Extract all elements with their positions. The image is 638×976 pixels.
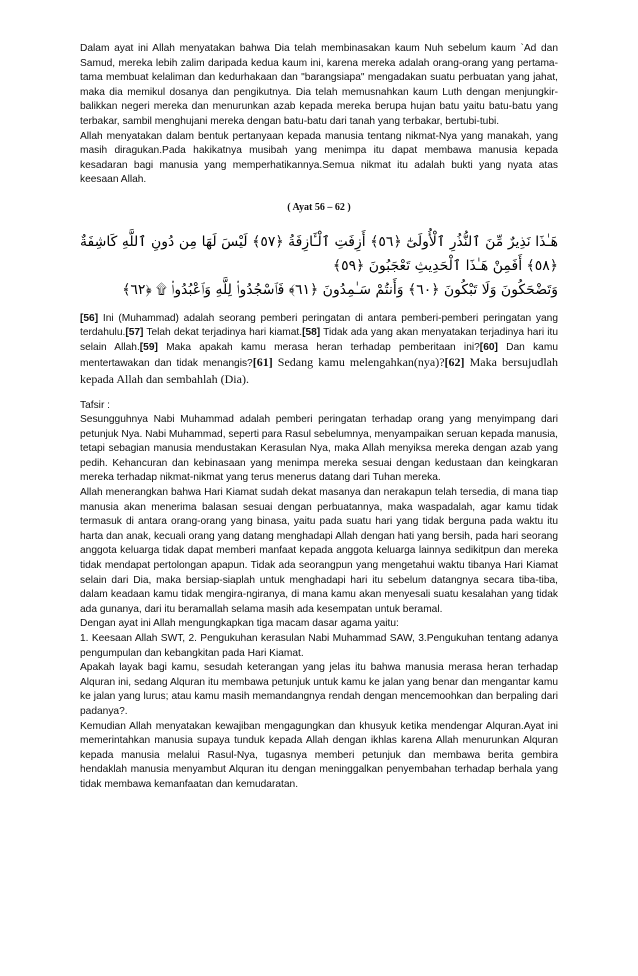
verse-text-56: Ini (Muhammad) adalah seorang pemberi peringatan di antara pemberi-pemberi peringatan yang terdahulu. — [80, 312, 558, 339]
verse-number-61: [61] — [252, 355, 273, 370]
verse-text-60: Dan kamu mentertawakan dan tidak menangis? — [80, 341, 558, 370]
tafsir-paragraph-2: Allah menerangkan bahwa Hari Kiamat sudah dekat masanya dan nerakapun telah tersedia, di mana tiap manusia akan menerima balasan sesuai dengan perbuatannya, maka waspadalah, agar kamu tidak termasuk di antara orang-orang yang binasa, yaitu pada suatu hari yang tidak berguna pada waktu itu harta dan anak, kecuali orang yang datang menghadapi Allah dengan hati yang bersih, pada hari seorang anggota keluarga tidak dapat memberi manfaat kepada anggota keluarga lainnya sedikitpun dan mereka tidak mendapat pertolongan apapun. Tidak ada seorangpun yang mengetahui waktu tibanya Hari Kiamat selain dari Dia, maka bersiap-siaplah untuk menghadapi hari itu sebelum datangnya secara tiba-tiba, dalam keadaan kamu tidak mengira-ngiranya, di mana kamu akan menyesali suatu kesalahan yang tidak ada gunanya, dari itu beramallah selama masih ada kesempatan untuk beramal. — [80, 487, 558, 615]
translation-paragraph — [80, 312, 558, 389]
verse-text-61: Sedang kamu melengahkan(nya)? — [272, 355, 445, 370]
verse-text-59: Maka apakah kamu merasa heran terhadap pemberitaan ini? — [157, 341, 480, 353]
document-page — [80, 42, 558, 793]
arabic-line-1: هَـٰذَا نَذِيرٌ مِّنَ ٱلنُّذُرِ ٱلْأُولَىٰٓ ﴿٥٦﴾ أَزِفَتِ ٱلْـَٔازِفَةُ ﴿٥٧﴾ لَيْسَ لَهَا مِن دُونِ ٱللَّهِ كَاشِفَةٌ ﴿٥٨﴾ أَفَمِنْ هَـٰذَا ٱلْحَدِيثِ تَعْجَبُونَ ﴿٥٩﴾ — [80, 233, 558, 274]
verse-text-58: Tidak ada yang akan menyatakan terjadinya hari itu selain Allah. — [80, 327, 558, 353]
tafsir-paragraph-4: 1. Keesaan Allah SWT, 2. Pengukuhan kerasulan Nabi Muhammad SAW, 3.Pengukuhan tentang adanya pengumpulan dan kebangkitan pada Hari Kiamat. — [80, 633, 558, 659]
arabic-verses — [80, 230, 558, 302]
verse-text-57: Telah dekat terjadinya hari kiamat. — [143, 327, 303, 339]
verse-number-56: [56] — [80, 312, 99, 324]
verse-number-60: [60] — [479, 341, 498, 353]
verse-range-heading: ( Ayat 56 – 62 ) — [287, 201, 351, 213]
verse-number-62: [62] — [444, 355, 465, 370]
intro-paragraph-1: Dalam ayat ini Allah menyatakan bahwa Dia telah membinasakan kaum Nuh sebelum kaum `Ad dan Samud, mereka lebih zalim daripada kedua kaum ini, karena mereka adalah orang-orang yang pertama-tama membuat kelaliman dan kedurhakaan dan "barangsiapa" mengadakan suatu perbuatan yang jahat, maka dia memikul dosanya dan pengikutnya. Dia telah memusnahkan kaum Luth dengan menjungkir-balikkan negeri mereka dan menurunkan azab kepada mereka berupa hujan batu yaitu batu-batu yang terbakar, sambil menghujani mereka dengan batu-batu dari tanah yang terbakar, bertubi-tubi. — [80, 43, 558, 127]
verse-text-62: Maka bersujudlah kepada Allah dan sembahlah (Dia). — [80, 355, 558, 386]
arabic-line-2: وَتَضْحَكُونَ وَلَا تَبْكُونَ ﴿٦٠﴾ وَأَنتُمْ سَـٰمِدُونَ ﴿٦١﴾ فَٱسْجُدُوا۟ لِلَّهِ وَٱعْبُدُوا۟ ۩ ﴿٦٢﴾ — [122, 281, 558, 298]
tafsir-paragraph-1: Sesungguhnya Nabi Muhammad adalah pemberi peringatan terhadap orang yang menyimpang dari petunjuk Nya. Nabi Muhammad, seperti para Rasul sebelumnya, menyampaikan seruan kepada manusia, tetapi sebagian manusia mendustakan Kerasulan Nya, maka Allah menyiksa mereka dengan azab yang pedih. Kehancuran dan kebinasaan yang menimpa mereka sesuai dengan kedustaan dan keingkaran mereka terhadap nikmat-nikmat yang terus menerus datang dari Tuhan mereka. — [80, 414, 558, 484]
tafsir-paragraph-3: Dengan ayat ini Allah mengungkapkan tiga macam dasar agama yaitu: — [80, 618, 399, 630]
tafsir-label: Tafsir : — [80, 399, 110, 411]
intro-paragraph-2: Allah menyatakan dalam bentuk pertanyaan kepada manusia tentang nikmat-Nya yang manakah, yang masih diragukan.Pada hakikatnya musibah yang menimpa itu dapat membawa manusia kepada kesadaran bagi manusia yang memperhatikannya.Semua nikmat itu adalah bukti yang nyata atas keesaan Allah. — [80, 130, 558, 186]
tafsir-paragraph-5: Apakah layak bagi kamu, sesudah keterangan yang jelas itu bahwa manusia merasa heran terhadap Alquran ini, sedang Alquran itu membawa petunjuk untuk kamu ke jalan yang benar dan mengantar kamu ke jalan yang lurus; atau kamu masih memandangnya rendah dengan mencemoohkan dan berpaling dari padanya?. — [80, 662, 558, 717]
verse-number-59: [59] — [139, 341, 158, 353]
tafsir-paragraph-6: Kemudian Allah menyatakan kewajiban mengagungkan dan khusyuk ketika mendengar Alquran.Ayat ini memerintahkan manusia supaya tunduk kepada Allah dengan ikhlas karena Allah menurunkan Alquran kepada manusia melalui Rasul-Nya, tugasnya memberi petunjuk dan membawa berita gembira hendaklah manusia menyambut Alquran itu dengan meninggalkan penyembahan terhadap berhala yang tidak membawa kemanfaatan dan kemudaratan. — [80, 720, 558, 790]
verse-number-58: [58] — [302, 327, 321, 339]
verse-number-57: [57] — [125, 327, 144, 339]
